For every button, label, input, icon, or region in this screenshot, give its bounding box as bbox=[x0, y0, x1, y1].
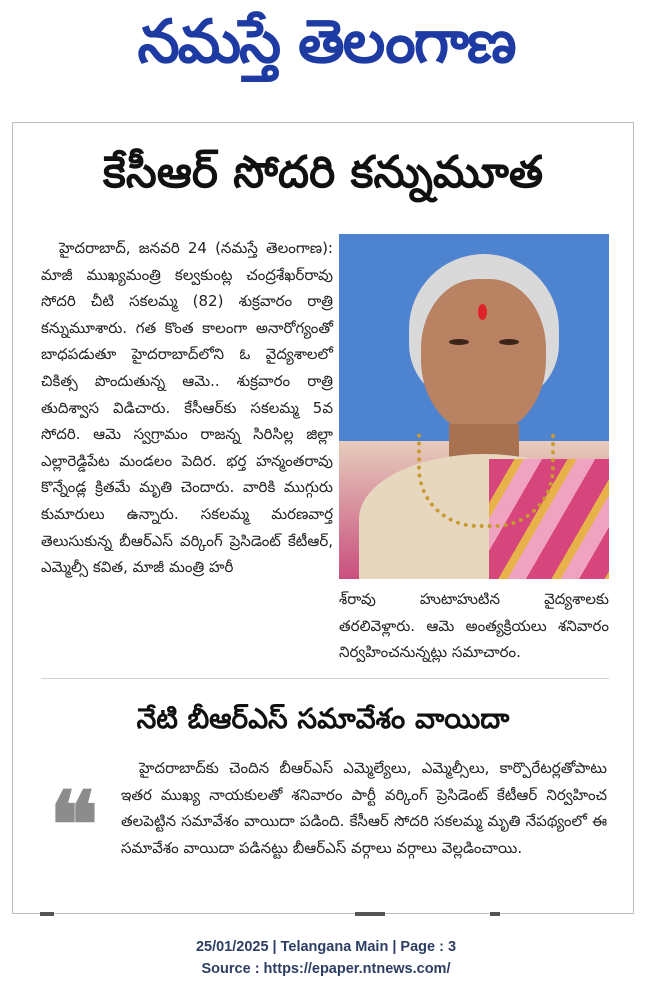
article-body bbox=[41, 235, 333, 581]
masthead bbox=[0, 0, 652, 110]
masthead-title: నమస్తే తెలంగాణ bbox=[137, 7, 515, 77]
sub-article-body-text: హైదరాబాద్‌కు చెందిన బీఆర్‌ఎస్ ఎమ్మెల్యేలు, ఎమ్మెల్సీలు, కార్పొరేటర్లతోపాటు ఇతర ముఖ్య నాయకులతో శనివారం పార్టీ వర్కింగ్ ప్రెసిడెంట్ కేటీఆర్ నిర్వహించ తలపెట్టిన సమావేశం వాయిదా పడింది. కేసీఆర్ సోదరి సకలమ్మ మృతి నేపథ్యంలో ఈ సమావేశం వాయిదా పడినట్టు బీఆర్‌ఎస్ వర్గాలు వర్గాలు వెల్లడించాయి. bbox=[121, 759, 607, 857]
section-divider bbox=[41, 678, 609, 679]
cropped-text-fragment bbox=[20, 912, 620, 920]
article-photo bbox=[339, 234, 609, 579]
sub-article-headline: నేటి బీఆర్‌ఎస్ సమావేశం వాయిదా bbox=[136, 702, 510, 735]
article-continuation-text: శ్‌రావు హుటాహుటిన వైద్యశాలకు తరలివెళ్లారు. ఆమె అంత్యక్రియలు శనివారం నిర్వహించనున్నట్లు సమాచారం. bbox=[339, 590, 609, 662]
page-footer bbox=[0, 936, 652, 980]
article-continuation bbox=[339, 586, 609, 666]
article-headline: కేసీఆర్ సోదరి కన్నుమూత bbox=[102, 147, 544, 198]
article-body-text: హైదరాబాద్, జనవరి 24 (నమస్తే తెలంగాణ): మాజీ ముఖ్యమంత్రి కల్వకుంట్ల చంద్రశేఖర్‌రావు సోదరి చీటి సకలమ్మ (82) శుక్రవారం రాత్రి కన్నుమూశారు. గత కొంత కాలంగా అనారోగ్యంతో బాధపడుతూ హైదరాబాద్‌లోని ఓ వైద్యశాలలో చికిత్స పొందుతున్న ఆమె.. శుక్రవారం రాత్రి తుదిశ్వాస విడిచారు. కేసీఆర్‌కు సకలమ్మ 5వ సోదరి. ఆమె స్వగ్రామం రాజన్న సిరిసిల్ల జిల్లా ఎల్లారెడ్డిపేట మండలం పెదిర. భర్త హన్మంతరావు కొన్నేండ్ల క్రితమే మృతి చెందారు. వారికి ముగ్గురు కుమారులు ఉన్నారు. సకలమ్మ మరణవార్త తెలుసుకున్న బీఆర్‌ఎస్ వర్కింగ్ ప్రెసిడెంట్ కేటీఆర్, ఎమ్మెల్సీ కవిత, మాజీ మంత్రి హరీ bbox=[41, 239, 333, 577]
footer-source: Source : https://epaper.ntnews.com/ bbox=[201, 961, 451, 977]
quote-icon: ❝ bbox=[49, 771, 99, 879]
footer-edition-info: 25/01/2025 | Telangana Main | Page : 3 bbox=[195, 939, 457, 955]
sub-article-body bbox=[121, 755, 607, 861]
article-frame bbox=[12, 122, 634, 914]
